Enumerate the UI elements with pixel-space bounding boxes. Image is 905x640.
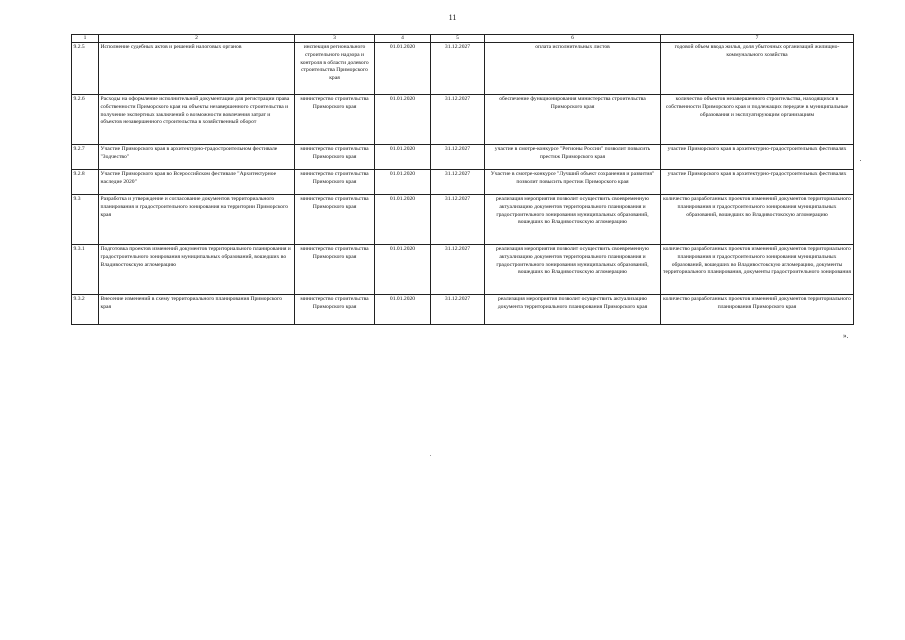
start-date: 01.01.2020 <box>375 95 431 145</box>
measure-name: Расходы на оформление исполнительной документации для регистрации права собственности Приморского края на объекты незавершенного строительства и получение экспертных заключений о возможности вовлечения затрат и объектов незавершенного строительства в хозяйственный оборот <box>99 95 295 145</box>
measure-name: Участие Приморского края в архитектурно-градостроительном фестивале "Зодчество" <box>99 145 295 170</box>
header-row <box>72 35 854 43</box>
start-date: 01.01.2020 <box>375 43 431 95</box>
margin-mark <box>860 160 861 161</box>
end-date: 31.12.2027 <box>431 195 485 245</box>
executor: министерство строительства Приморского края <box>295 245 375 295</box>
indicator: количество разработанных проектов изменений документов территориального планирования и градостроительного зонирования муниципальных образований, вошедших во Владивостокскую агломерацию, документы территориального планирования, документы градостроительного зонирования <box>661 245 854 295</box>
executor: инспекция регионального строительного надзора и контроля в области долевого строительства Приморского края <box>295 43 375 95</box>
row-number: 9.3 <box>72 195 99 245</box>
executor: министерство строительства Приморского края <box>295 195 375 245</box>
start-date: 01.01.2020 <box>375 170 431 195</box>
column-number-5: 5 <box>431 35 485 43</box>
end-date: 31.12.2027 <box>431 43 485 95</box>
start-date: 01.01.2020 <box>375 195 431 245</box>
start-date: 01.01.2020 <box>375 295 431 325</box>
row-number: 9.3.1 <box>72 245 99 295</box>
executor: министерство строительства Приморского края <box>295 295 375 325</box>
end-date: 31.12.2027 <box>431 170 485 195</box>
table-row <box>72 245 854 295</box>
end-date: 31.12.2027 <box>431 245 485 295</box>
expected-result: реализация мероприятия позволит осуществить своевременную актуализацию документов территориального планирования и градостроительного зонирования муниципальных образований, вошедших во Владивостокскую агломерацию <box>485 195 661 245</box>
row-number: 9.2.8 <box>72 170 99 195</box>
expected-result: реализация мероприятия позволит осуществить своевременную актуализацию документов территориального планирования и градостроительного зонирования муниципальных образований, вошедших во Владивостокскую агломерацию <box>485 245 661 295</box>
table-row <box>72 195 854 245</box>
row-number: 9.2.7 <box>72 145 99 170</box>
expected-result: Участие в смотре-конкурсе "Лучший объект сохранения и развития" позволит повысить престиж Приморского края <box>485 170 661 195</box>
end-date: 31.12.2027 <box>431 145 485 170</box>
measure-name: Исполнение судебных актов и решений налоговых органов <box>99 43 295 95</box>
column-number-6: 6 <box>485 35 661 43</box>
column-number-7: 7 <box>661 35 854 43</box>
column-number-2: 2 <box>99 35 295 43</box>
table-row <box>72 170 854 195</box>
start-date: 01.01.2020 <box>375 245 431 295</box>
table-row <box>72 295 854 325</box>
table-row <box>72 145 854 170</box>
table-row <box>72 43 854 95</box>
expected-result: участие в смотре-конкурсе "Регионы России" позволит повысить престиж Приморского края <box>485 145 661 170</box>
end-date: 31.12.2027 <box>431 295 485 325</box>
closing-quote-mark: ». <box>843 332 849 340</box>
indicator: количество разработанных проектов изменений документов территориального планирования и градостроительного зонирования муниципальных образований, вошедших во Владивостокскую агломерацию <box>661 195 854 245</box>
start-date: 01.01.2020 <box>375 145 431 170</box>
indicator: количество объектов незавершенного строительства, находящихся в собственности Приморского края и подлежащих передаче в муниципальные образования и эксплуатирующим организациям <box>661 95 854 145</box>
executor: министерство строительства Приморского края <box>295 95 375 145</box>
executor: министерство строительства Приморского края <box>295 170 375 195</box>
column-number-3: 3 <box>295 35 375 43</box>
row-number: 9.2.6 <box>72 95 99 145</box>
indicator: годовой объем ввода жилья, доля убыточных организаций жилищно-коммунального хозяйства <box>661 43 854 95</box>
row-number: 9.3.2 <box>72 295 99 325</box>
scan-speck <box>430 455 431 456</box>
column-number-1: 1 <box>72 35 99 43</box>
indicator: участие Приморского края в архитектурно-градостроительных фестивалях <box>661 170 854 195</box>
page-number: 11 <box>448 13 457 22</box>
row-number: 9.2.5 <box>72 43 99 95</box>
table-row <box>72 95 854 145</box>
measure-name: Внесение изменений в схему территориального планирования Приморского края <box>99 295 295 325</box>
measure-name: Участие Приморского края во Всероссийском фестивале "Архитектурное наследие 2020" <box>99 170 295 195</box>
expected-result: реализация мероприятия позволит осуществить актуализацию документа территориального планирования Приморского края <box>485 295 661 325</box>
measure-name: Разработка и утверждение и согласование документов территориального планирования и градостроительного зонирования на территории Приморского края <box>99 195 295 245</box>
expected-result: обеспечение функционирования министерства строительства Приморского края <box>485 95 661 145</box>
measures-table <box>71 34 854 325</box>
expected-result: оплата исполнительных листов <box>485 43 661 95</box>
indicator: количество разработанных проектов изменений документов территориального планирования Приморского края <box>661 295 854 325</box>
indicator: участие Приморского края в архитектурно-градостроительных фестивалях <box>661 145 854 170</box>
measure-name: Подготовка проектов изменений документов территориального планирования и градостроительного зонирования муниципальных образований, вошедших во Владивостокскую агломерацию <box>99 245 295 295</box>
end-date: 31.12.2027 <box>431 95 485 145</box>
executor: министерство строительства Приморского края <box>295 145 375 170</box>
column-number-4: 4 <box>375 35 431 43</box>
